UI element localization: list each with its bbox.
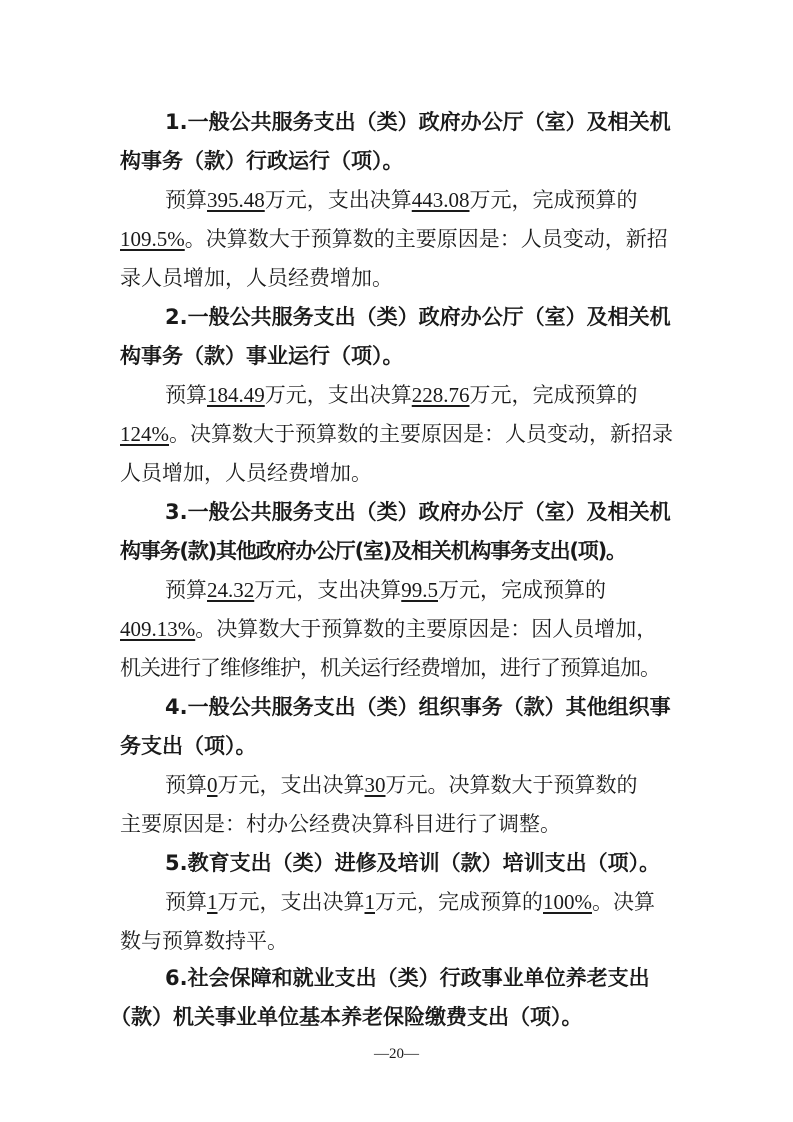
text: 预算 [165, 773, 207, 797]
completion-rate: 409.13% [120, 617, 196, 641]
text: 万元，支出决算 [217, 773, 365, 797]
budget-amount: 184.49 [207, 383, 265, 407]
text: 预算 [165, 890, 207, 914]
section-3-heading-line-1: 3.一般公共服务支出（类）政府办公厅（室）及相关机 [165, 500, 671, 524]
budget-amount: 395.48 [207, 188, 265, 212]
section-3-budget-line [0, 573, 793, 607]
text: 。决算 [592, 890, 655, 914]
final-amount: 99.5 [401, 578, 438, 602]
section-2-budget-line [0, 378, 793, 412]
text: 万元，完成预算的 [375, 890, 543, 914]
page-number: —20— [374, 1046, 419, 1062]
text: 。决算数大于预算数的主要原因是：因人员增加， [195, 617, 658, 641]
budget-amount: 24.32 [207, 578, 255, 602]
section-3-reason-line-2: 机关进行了维修维护，机关运行经费增加，进行了预算追加。 [120, 656, 660, 680]
completion-rate: 100% [543, 890, 592, 914]
final-amount: 1 [364, 890, 375, 914]
section-6-heading-line-1: 6.社会保障和就业支出（类）行政事业单位养老支出 [165, 966, 650, 990]
section-6-heading-line-2: （款）机关事业单位基本养老保险缴费支出（项）。 [110, 1005, 583, 1029]
section-4-budget-line [0, 768, 793, 802]
section-1-heading-line-1: 1.一般公共服务支出（类）政府办公厅（室）及相关机 [165, 110, 671, 134]
text: 预算 [165, 188, 207, 212]
final-amount: 443.08 [411, 188, 470, 212]
text: 万元，完成预算的 [469, 383, 638, 407]
section-1-budget-line [0, 183, 793, 217]
text: 预算 [165, 578, 207, 602]
section-2-heading-line-2: 构事务（款）事业运行（项）。 [120, 344, 404, 368]
section-1-reason-line-2: 录人员增加，人员经费增加。 [120, 266, 393, 290]
section-5-reason-line: 数与预算数持平。 [120, 929, 288, 953]
text: 万元，支出决算 [264, 188, 412, 212]
section-3-reason-line [0, 612, 793, 646]
section-4-heading-line-2: 务支出（项）。 [120, 734, 257, 758]
final-amount: 30 [364, 773, 386, 797]
text: 。决算数大于预算数的主要原因是：人员变动，新招 [184, 227, 668, 251]
text: 万元，完成预算的 [469, 188, 638, 212]
text: 万元，支出决算 [254, 578, 402, 602]
completion-rate: 124% [120, 422, 169, 446]
text: 预算 [165, 383, 207, 407]
budget-amount: 1 [207, 890, 218, 914]
section-2-heading-line-1: 2.一般公共服务支出（类）政府办公厅（室）及相关机 [165, 305, 671, 329]
text: 万元，完成预算的 [438, 578, 606, 602]
section-2-reason-line-2: 人员增加，人员经费增加。 [120, 461, 372, 485]
section-3-heading-line-2: 构事务(款)其他政府办公厅(室)及相关机构事务支出(项)。 [120, 539, 626, 563]
section-1-reason-line [0, 222, 793, 256]
section-1-heading-line-2: 构事务（款）行政运行（项）。 [120, 149, 404, 173]
section-4-heading-line-1: 4.一般公共服务支出（类）组织事务（款）其他组织事 [165, 695, 671, 719]
text: 。决算数大于预算数的主要原因是：人员变动，新招录 [169, 422, 673, 446]
text: 万元，支出决算 [264, 383, 412, 407]
section-5-budget-line [0, 885, 793, 919]
text: 万元，支出决算 [217, 890, 365, 914]
section-4-reason-line: 主要原因是：村办公经费决算科目进行了调整。 [120, 812, 561, 836]
text: 万元。决算数大于预算数的 [385, 773, 638, 797]
section-2-reason-line [0, 417, 793, 451]
budget-amount: 0 [207, 773, 218, 797]
completion-rate: 109.5% [120, 227, 185, 251]
section-5-heading-line-1: 5.教育支出（类）进修及培训（款）培训支出（项）。 [165, 851, 661, 875]
final-amount: 228.76 [411, 383, 470, 407]
